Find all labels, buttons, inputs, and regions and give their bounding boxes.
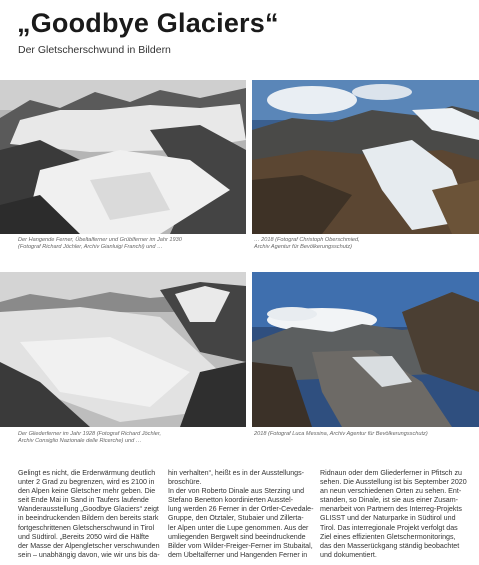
- text-line: menarbeit von Partnern des Interreg-Projekts: [320, 505, 462, 514]
- caption-line: Der Hangende Ferner, Übeltalferner und Grüblferner im Jahr 1930: [18, 237, 182, 243]
- text-line: Bilder vom Wilder-Freiger-Ferner im Stubaital,: [168, 541, 313, 550]
- text-line: Ziel eines effizienten Gletschermonitorings,: [320, 532, 456, 541]
- text-line: broschüre.: [168, 478, 202, 487]
- text-line: an neun verschiedenen Orten zu sehen. Ent-: [320, 487, 462, 496]
- text-line: ler Alpen unter die Lupe genommen. Aus der: [168, 523, 309, 532]
- text-line: seit Ende Mai in Sand in Taufers laufende: [18, 496, 149, 505]
- text-line: dem Übeltalferner und Hangenden Ferner in: [168, 550, 308, 559]
- text-line: In der von Roberto Dinale aus Sterzing und: [168, 487, 305, 496]
- article-title: „Goodbye Glaciers“: [17, 8, 279, 38]
- photo-gliederferner-2018: [252, 272, 479, 427]
- text-line: in beeindruckenden Bildern den bereits stark: [18, 514, 159, 523]
- photo-gliederferner-1928: [0, 272, 246, 427]
- text-line: fortgeschrittenen Gletscherschwund in Tirol: [18, 523, 155, 532]
- text-line: sein – unabhängig davon, wie wir uns bis da-: [18, 550, 160, 559]
- text-line: Gelingt es nicht, die Erderwärmung deutlich: [18, 469, 156, 477]
- article-column-3: [320, 469, 470, 560]
- photo-caption-1930: [18, 237, 182, 251]
- text-line: unter 2 Grad zu begrenzen, wird es 2100 in: [18, 478, 155, 487]
- text-line: Gruppe, den Ötztaler, Stubaier und Zillerta-: [168, 514, 304, 523]
- text-line: Wanderausstellung „Goodbye Glaciers“ zeigt: [18, 505, 159, 514]
- text-line: Stefano Benetton koordinierten Ausstel-: [168, 496, 294, 505]
- text-line: das den Masserückgang ständig beobachtet: [320, 541, 460, 550]
- text-line: und dokumentiert.: [320, 550, 377, 559]
- text-line: umliegenden Bergwelt sind beeindruckende: [168, 532, 306, 541]
- text-line: und Südtirol. „Bereits 2050 wird die Hälfte: [18, 532, 149, 541]
- caption-line: (Fotograf Richard Jöchler, Archiv Gianluigi Franchi) und …: [18, 244, 163, 250]
- text-line: lung werden 26 Ferner in der Ortler-Cevedale-: [168, 505, 314, 514]
- photo-caption-2018-a: [254, 237, 360, 251]
- text-line: standen, so Dinale, ist sie aus einer Zusam-: [320, 496, 458, 505]
- caption-line: Archiv Agentur für Bevölkerungsschutz): [254, 244, 353, 250]
- caption-line: … 2018 (Fotograf Christoph Oberschmied,: [254, 237, 360, 243]
- text-line: GLISST und der Naturparke in Südtirol und: [320, 514, 456, 523]
- photo-caption-2018-b: [254, 431, 428, 438]
- caption-line: Archiv Consiglio Nazionale delle Ricerche) und …: [18, 438, 142, 444]
- article-column-2: [168, 469, 314, 560]
- photo-glacier-2018: [252, 80, 479, 234]
- photo-caption-1928: [18, 431, 161, 445]
- text-line: Ridnaun oder dem Gliederferner in Pfitsch zu: [320, 469, 462, 477]
- text-line: den Alpen keine Gletscher mehr geben. Die: [18, 487, 156, 496]
- article-column-1: [18, 469, 162, 560]
- article-subtitle: Der Gletscherschwund in Bildern: [18, 44, 171, 56]
- photo-glacier-1930: [0, 80, 246, 234]
- caption-line: Der Gliederferner im Jahr 1928 (Fotograf Richard Jöchler,: [18, 431, 162, 437]
- text-line: hin verhalten“, heißt es in der Ausstellungs-: [168, 469, 305, 477]
- caption-line: 2018 (Fotograf Luca Messina, Archiv Agentur für Bevölkerungsschutz): [254, 431, 428, 437]
- text-line: sehen. Die Ausstellung ist bis September 2020: [320, 478, 467, 487]
- text-line: Tirol. Das interregionale Projekt verfolgt das: [320, 523, 458, 532]
- text-line: der Masse der Alpengletscher verschwunden: [18, 541, 160, 550]
